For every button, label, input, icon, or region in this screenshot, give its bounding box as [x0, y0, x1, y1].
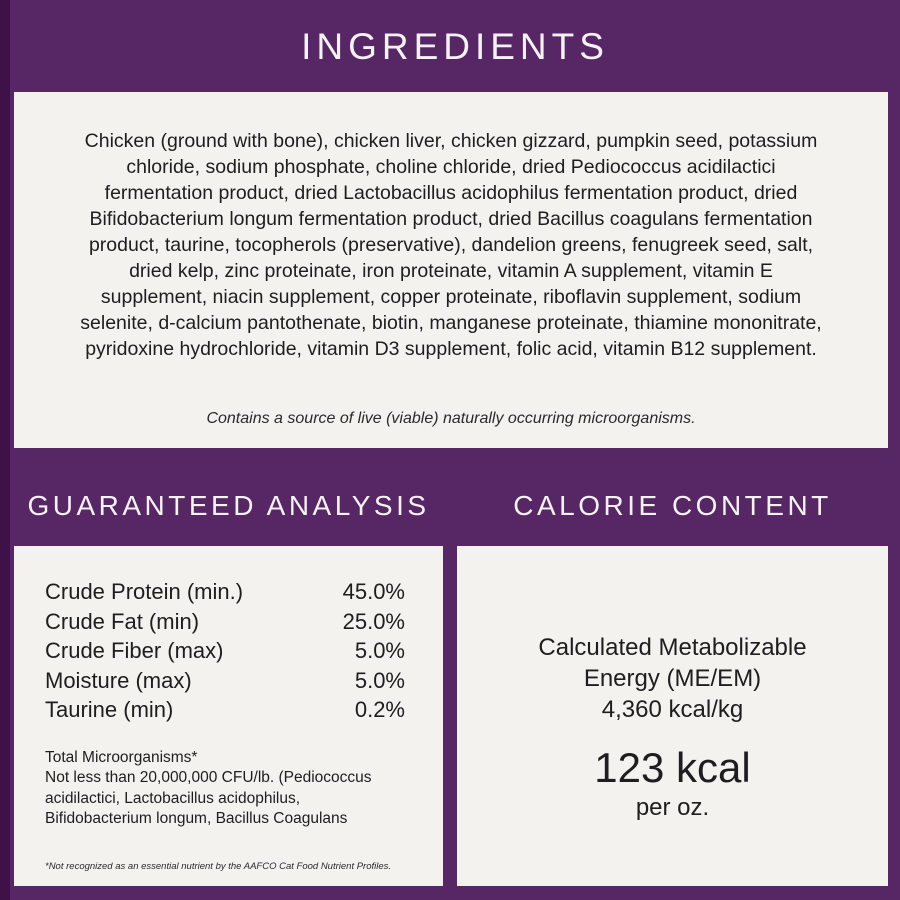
nutrient-label: Crude Fiber (max) [45, 638, 224, 663]
live-microorganisms-note: Contains a source of live (viable) naturally occurring microorganisms. [206, 410, 696, 427]
nutrient-value: 0.2% [354, 697, 405, 722]
table-row [45, 607, 405, 637]
microorganisms-detail: Not less than 20,000,000 CFU/lb. (Pediococcus acidilactici, Lactobacillus acidophilus, Bifidobacterium longum, Bacillus Coagulans [45, 769, 372, 827]
nutrient-label: Crude Fat (min) [45, 608, 200, 634]
table-row [45, 577, 405, 607]
guaranteed-analysis-table [45, 577, 405, 725]
nutrient-value: 25.0% [342, 608, 405, 634]
calorie-content-panel [457, 546, 888, 886]
nutrient-label: Taurine (min) [45, 697, 174, 722]
metabolizable-energy-label: Calculated Metabolizable Energy (ME/EM) [538, 634, 807, 692]
table-row [45, 666, 405, 696]
kcal-per-serving-value: 123 kcal [594, 744, 751, 791]
guaranteed-analysis-title: GUARANTEED ANALYSIS [27, 490, 430, 521]
microorganisms-title: Total Microorganisms* [45, 748, 198, 766]
ingredients-panel [14, 92, 888, 448]
ingredients-section-title: INGREDIENTS [301, 26, 609, 67]
calorie-content-title: CALORIE CONTENT [513, 490, 832, 521]
aafco-footnote: *Not recognized as an essential nutrient by the AAFCO Cat Food Nutrient Profiles. [45, 861, 392, 872]
nutrient-value: 5.0% [354, 667, 405, 693]
ingredients-list-text: Chicken (ground with bone), chicken liver, chicken gizzard, pumpkin seed, potassium chloride, sodium phosphate, choline chloride, dried Pediococcus acidilactici fermentation product, dried Lactobacillus acidophilus fermentation product, dried Bifidobacterium longum fermentation product, dried Bacillus coagulans fermentation product, taurine, tocopherols (preservative), dandelion greens, fenugreek seed, salt, dried kelp, zinc proteinate, iron proteinate, vitamin A supplement, vitamin E supplement, niacin supplement, copper proteinate, riboflavin supplement, sodium selenite, d-calcium pantothenate, biotin, manganese proteinate, thiamine mononitrate, pyridoxine hydrochloride, vitamin D3 supplement, folic acid, vitamin B12 supplement. [80, 130, 822, 360]
guaranteed-analysis-panel [14, 546, 443, 886]
nutrient-value: 5.0% [354, 638, 405, 663]
nutrient-label: Moisture (max) [45, 667, 192, 693]
table-row [45, 695, 405, 725]
nutrient-value: 45.0% [342, 579, 405, 604]
table-row [45, 636, 405, 666]
energy-kcal-per-kg: 4,360 kcal/kg [601, 696, 744, 723]
kcal-per-serving-unit: per oz. [635, 794, 710, 821]
nutrient-label: Crude Protein (min.) [45, 579, 244, 604]
microorganisms-block [45, 748, 405, 830]
left-accent-strip [0, 0, 10, 900]
